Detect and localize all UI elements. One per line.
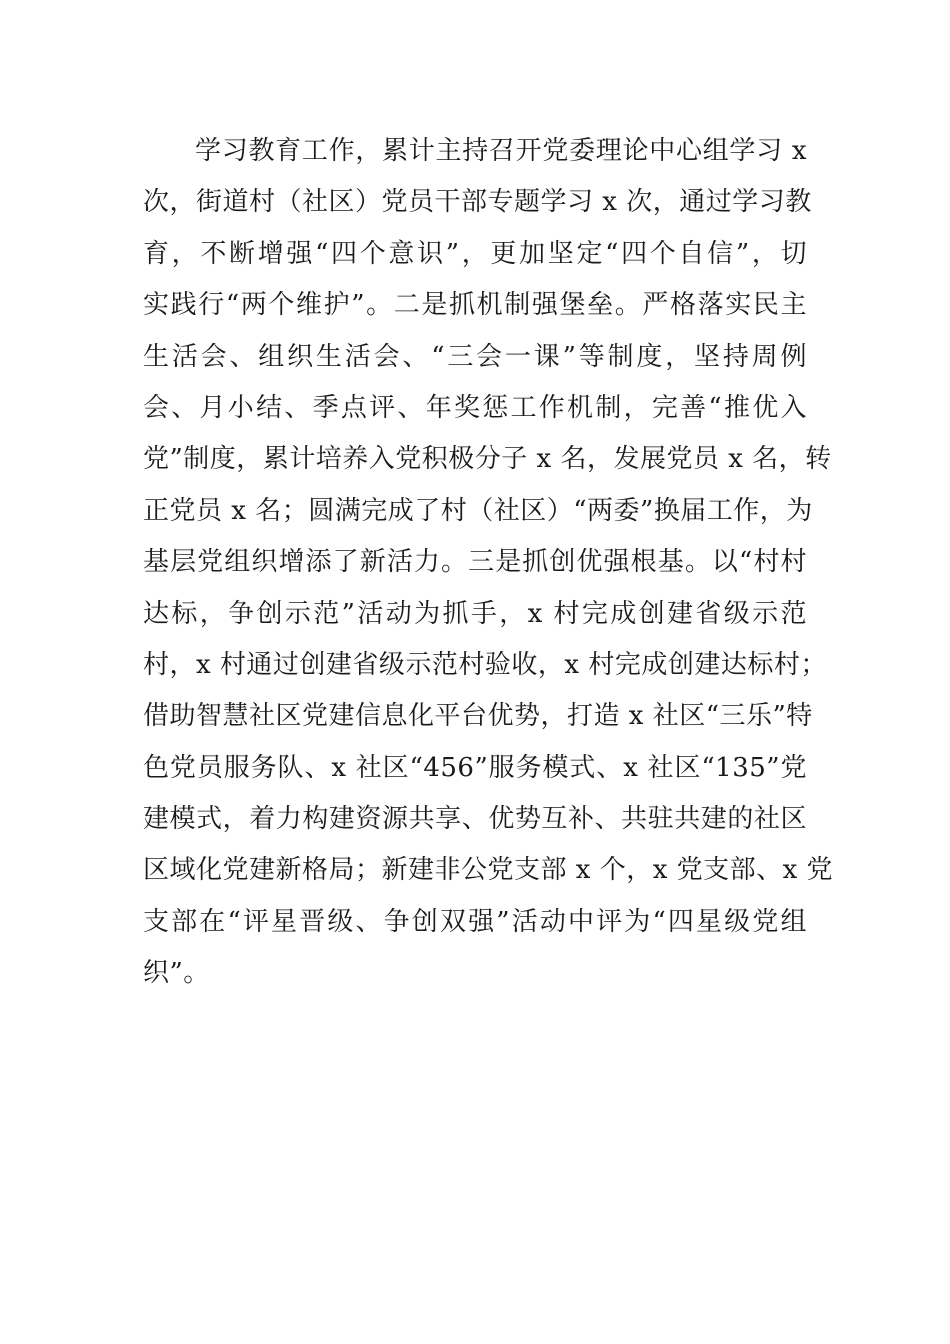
paragraph-line: 基层党组织增添了新活力。三是抓创优强根基。以“村村 [143,547,807,578]
paragraph-line: 育，不断增强“四个意识”，更加坚定“四个自信”，切 [143,238,807,269]
paragraph-line: 会、月小结、季点评、年奖惩工作机制，完善“推优入 [143,392,807,423]
paragraph-line: 建模式，着力构建资源共享、优势互补、共驻共建的社区 [143,804,807,835]
paragraph-line: 次，街道村（社区）党员干部专题学习 x 次，通过学习教 [143,187,812,218]
paragraph-line: 党”制度，累计培养入党积极分子 x 名，发展党员 x 名，转 [143,444,832,475]
paragraph-line: 达标，争创示范”活动为抓手，x 村完成创建省级示范 [143,598,807,629]
paragraph-line: 借助智慧社区党建信息化平台优势，打造 x 社区“三乐”特 [143,701,813,732]
paragraph-line: 区域化党建新格局；新建非公党支部 x 个，x 党支部、x 党 [143,855,834,886]
paragraph-line: 织”。 [143,958,210,989]
body-paragraph [143,126,834,1000]
paragraph-line: 实践行“两个维护”。二是抓机制强堡垒。严格落实民主 [143,290,807,321]
paragraph-line: 正党员 x 名；圆满完成了村（社区）“两委”换届工作，为 [143,495,813,526]
paragraph-line: 村，x 村通过创建省级示范村验收，x 村完成创建达标村； [143,649,827,680]
paragraph-line: 支部在“评星晋级、争创双强”活动中评为“四星级党组 [143,906,807,937]
paragraph-line: 生活会、组织生活会、“三会一课”等制度，坚持周例 [143,341,807,372]
paragraph-line: 色党员服务队、x 社区“456”服务模式、x 社区“135”党 [143,752,807,783]
paragraph-line: 学习教育工作，累计主持召开党委理论中心组学习 x [195,136,807,166]
